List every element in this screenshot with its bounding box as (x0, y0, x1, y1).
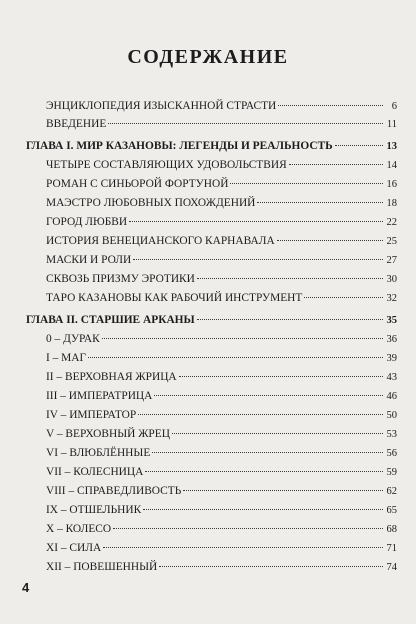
dot-leader (289, 164, 383, 165)
toc-entry-page: 30 (386, 274, 397, 285)
toc-entry-page: 27 (386, 255, 397, 266)
toc-entry (46, 481, 397, 501)
dot-leader (197, 278, 383, 279)
dot-leader (179, 376, 383, 377)
toc-entry-page: 50 (386, 410, 397, 421)
toc-entry (46, 386, 397, 406)
table-of-contents (0, 96, 416, 582)
toc-entry-page: 25 (386, 236, 397, 247)
toc-entry-title: VII – КОЛЕСНИЦА (46, 466, 144, 478)
toc-entry (46, 288, 397, 308)
toc-entry-page: 46 (386, 391, 397, 402)
page-title: СОДЕРЖАНИЕ (127, 46, 289, 68)
toc-entry-title: 0 – ДУРАК (46, 333, 100, 345)
dot-leader (172, 433, 383, 434)
toc-entry-page: 74 (386, 562, 397, 573)
toc-entry-title: VI – ВЛЮБЛЁННЫЕ (46, 447, 151, 459)
dot-leader (230, 183, 383, 184)
dot-leader (143, 509, 383, 510)
toc-entry-title: IV – ИМПЕРАТОР (46, 409, 137, 421)
toc-entry (46, 367, 397, 387)
toc-entry (46, 443, 397, 463)
toc-entry-title: I – МАГ (46, 352, 87, 364)
toc-entry-title: XII – ПОВЕШЕННЫЙ (46, 561, 158, 573)
toc-entry-title: МАСКИ И РОЛИ (46, 254, 132, 266)
toc-chapter-entry (26, 310, 397, 330)
toc-entry (46, 557, 397, 577)
toc-entry-page: 14 (386, 160, 397, 171)
toc-entry-page: 18 (386, 198, 397, 209)
toc-entry-page: 6 (391, 101, 397, 112)
dot-leader (183, 490, 383, 491)
dot-leader (129, 221, 383, 222)
toc-entry (46, 500, 397, 520)
toc-entry-page: 35 (386, 315, 397, 326)
toc-entry-title: СКВОЗЬ ПРИЗМУ ЭРОТИКИ (46, 273, 195, 285)
toc-entry-title: ВВЕДЕНИЕ (46, 118, 107, 130)
toc-entry (46, 96, 397, 116)
dot-leader (145, 471, 383, 472)
toc-entry-title: ГОРОД ЛЮБВИ (46, 216, 128, 228)
toc-entry-title: IX – ОТШЕЛЬНИК (46, 504, 142, 516)
toc-entry-title: X – КОЛЕСО (46, 523, 112, 535)
dot-leader (154, 395, 383, 396)
dot-leader (102, 338, 383, 339)
toc-entry (46, 348, 397, 368)
toc-entry-title: II – ВЕРХОВНАЯ ЖРИЦА (46, 371, 177, 383)
dot-leader (113, 528, 383, 529)
toc-entry-title: ЧЕТЫРЕ СОСТАВЛЯЮЩИХ УДОВОЛЬСТВИЯ (46, 159, 287, 171)
toc-entry (46, 538, 397, 558)
toc-entry-page: 39 (386, 353, 397, 364)
dot-leader (257, 202, 383, 203)
toc-entry-page: 56 (386, 448, 397, 459)
toc-entry (46, 250, 397, 270)
toc-entry-page: 32 (386, 293, 397, 304)
toc-entry-page: 16 (386, 179, 397, 190)
toc-entry-title: III – ИМПЕРАТРИЦА (46, 390, 153, 402)
toc-entry-title: XI – СИЛА (46, 542, 102, 554)
toc-entry-page: 62 (386, 486, 397, 497)
toc-entry-title: ГЛАВА I. МИР КАЗАНОВЫ: ЛЕГЕНДЫ И РЕАЛЬНОСТЬ (26, 140, 333, 152)
page-number: 4 (22, 580, 30, 595)
toc-entry-title: МАЭСТРО ЛЮБОВНЫХ ПОХОЖДЕНИЙ (46, 197, 256, 209)
toc-entry-title: VIII – СПРАВЕДЛИВОСТЬ (46, 485, 182, 497)
toc-entry-page: 43 (386, 372, 397, 383)
toc-entry-page: 36 (386, 334, 397, 345)
toc-entry (46, 462, 397, 482)
toc-entry (46, 174, 397, 194)
toc-entry-page: 22 (386, 217, 397, 228)
toc-entry-page: 71 (386, 543, 397, 554)
dot-leader (304, 297, 383, 298)
dot-leader (138, 414, 383, 415)
dot-leader (133, 259, 383, 260)
toc-entry-title: РОМАН С СИНЬОРОЙ ФОРТУНОЙ (46, 178, 229, 190)
dot-leader (108, 123, 383, 124)
toc-entry (46, 231, 397, 251)
toc-entry (46, 405, 397, 425)
toc-entry-page: 11 (386, 119, 397, 130)
dot-leader (103, 547, 383, 548)
dot-leader (88, 357, 383, 358)
dot-leader (197, 319, 383, 320)
toc-entry (46, 329, 397, 349)
toc-entry-page: 53 (386, 429, 397, 440)
toc-entry-page: 13 (386, 141, 397, 152)
dot-leader (335, 145, 383, 146)
dot-leader (278, 105, 383, 106)
toc-entry (46, 114, 397, 134)
toc-chapter-entry (26, 136, 397, 156)
toc-entry (46, 519, 397, 539)
toc-entry-title: ЭНЦИКЛОПЕДИЯ ИЗЫСКАННОЙ СТРАСТИ (46, 100, 277, 112)
toc-entry-title: ИСТОРИЯ ВЕНЕЦИАНСКОГО КАРНАВАЛА (46, 235, 275, 247)
toc-entry-title: V – ВЕРХОВНЫЙ ЖРЕЦ (46, 428, 170, 440)
toc-entry (46, 155, 397, 175)
dot-leader (159, 566, 383, 567)
toc-entry (46, 193, 397, 213)
toc-entry (46, 212, 397, 232)
toc-entry-title: ГЛАВА II. СТАРШИЕ АРКАНЫ (26, 314, 195, 326)
toc-entry-page: 59 (386, 467, 397, 478)
toc-entry (46, 424, 397, 444)
toc-entry-title: ТАРО КАЗАНОВЫ КАК РАБОЧИЙ ИНСТРУМЕНТ (46, 292, 303, 304)
toc-entry (46, 269, 397, 289)
toc-entry-page: 68 (386, 524, 397, 535)
dot-leader (152, 452, 383, 453)
toc-entry-page: 65 (386, 505, 397, 516)
dot-leader (277, 240, 383, 241)
